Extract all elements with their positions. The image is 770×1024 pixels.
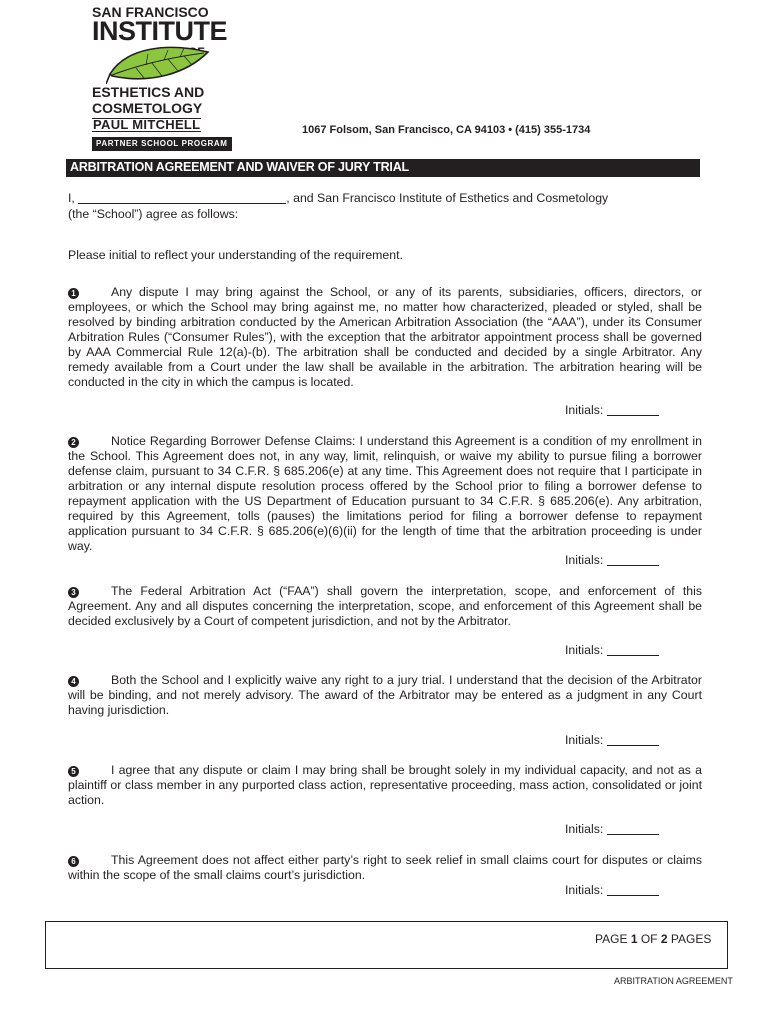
logo-line-4: ESTHETICS AND: [92, 84, 205, 100]
section-2: [68, 434, 702, 554]
initials-label-3: Initials:: [565, 643, 604, 657]
initials-4: [565, 733, 659, 747]
section-6: [68, 853, 702, 883]
footer-label: ARBITRATION AGREEMENT: [614, 976, 733, 986]
initials-field-2[interactable]: [607, 554, 659, 566]
student-name-blank[interactable]: [78, 192, 286, 204]
page-number: [595, 932, 711, 946]
section-text-4: Both the School and I explicitly waive any right to a jury trial. I understand that the decision of the Arbitrator will be binding, and not merely advisory. The award of the Arbitrator may be entered as a judgment in any Court having jurisdiction.: [68, 673, 702, 717]
leaf-icon: [106, 40, 210, 88]
page-prefix: PAGE: [595, 932, 628, 946]
initials-field-5[interactable]: [607, 823, 659, 835]
section-number-5: 5: [68, 766, 79, 777]
initials-label-5: Initials:: [565, 822, 604, 836]
intro-prefix: I,: [68, 191, 75, 205]
section-5: [68, 763, 702, 808]
instruction-text: Please initial to reflect your understanding of the requirement.: [68, 248, 403, 262]
initials-1: [565, 403, 659, 417]
intro-line-2: (the “School”) agree as follows:: [68, 207, 239, 221]
school-address: 1067 Folsom, San Francisco, CA 94103 • (415) 355-1734: [302, 124, 591, 136]
initials-label-2: Initials:: [565, 553, 604, 567]
logo-line-5: COSMETOLOGY: [92, 100, 203, 116]
intro-line-1: [68, 191, 702, 206]
page-current: 1: [630, 932, 638, 946]
initials-2: [565, 553, 659, 567]
section-4: [68, 673, 702, 718]
initials-label-6: Initials:: [565, 883, 604, 897]
initials-field-4[interactable]: [607, 734, 659, 746]
page-total: 2: [660, 932, 668, 946]
initials-6: [565, 883, 659, 897]
initials-label-4: Initials:: [565, 733, 604, 747]
logo-line-6: PAUL MITCHELL: [93, 117, 201, 132]
school-logo: [92, 4, 228, 154]
document-title: ARBITRATION AGREEMENT AND WAIVER OF JURY TRIAL: [70, 160, 409, 174]
section-text-6: This Agreement does not affect either party’s right to seek relief in small claims court for disputes or claims within the scope of the small claims court’s jurisdiction.: [68, 853, 702, 882]
section-text-1: Any dispute I may bring against the School, or any of its parents, subsidiaries, officers, directors, or employees, or which the School may bring against me, no matter how characterized, pleaded or styled, shall be resolved by binding arbitration conducted by the American Arbitration Association (the “AAA”), under its Consumer Arbitration Rules (“Consumer Rules”), with the exception that the arbitrator appointment process shall be governed by AAA Commercial Rule 12(a)-(b). The arbitration shall be conducted and decided by a single Arbitrator. Any remedy available from a Court under the law shall be available in the arbitration. The arbitration hearing will be conducted in the city in which the campus is located.: [68, 285, 702, 389]
section-text-3: The Federal Arbitration Act (“FAA”) shall govern the interpretation, scope, and enforcement of this Agreement. Any and all disputes concerning the interpretation, scope, and enforcement of this Agreement shall be decided exclusively by a Court of competent jurisdiction, and not by the Arbitrator.: [68, 584, 702, 628]
section-1: [68, 285, 702, 390]
section-3: [68, 584, 702, 629]
initials-label-1: Initials:: [565, 403, 604, 417]
header-divider: [66, 176, 700, 177]
section-text-2: Notice Regarding Borrower Defense Claims: I understand this Agreement is a condition of my enrollment in the School. This Agreement does not, in any way, limit, relinquish, or waive my ability to pursue filing a borrower defense claim, pursuant to 34 C.F.R. § 685.206(e) at any time. This Agreement does not require that I participate in arbitration or any internal dispute resolution process offered by the School prior to filing a borrower defense to repayment application with the US Department of Education pursuant to 34 C.F.R. § 685.206(e). Any arbitration, required by this Agreement, tolls (pauses) the limitations period for filing a borrower defense to repayment application pursuant to 34 C.F.R. § 685.206(e)(6)(ii) for the length of time that the arbitration proceeding is under way.: [68, 434, 702, 553]
section-number-1: 1: [68, 288, 79, 299]
section-number-3: 3: [68, 587, 79, 598]
initials-field-1[interactable]: [607, 404, 659, 416]
initials-field-3[interactable]: [607, 644, 659, 656]
logo-line-1: SAN FRANCISCO: [92, 4, 209, 20]
section-text-5: I agree that any dispute or claim I may bring shall be brought solely in my individual capacity, and not as a plaintiff or class member in any purported class action, representative proceeding, mass action, consolidated or joint action.: [68, 763, 702, 807]
initials-5: [565, 822, 659, 836]
logo-line-2: INSTITUTE: [92, 16, 227, 46]
page-of: OF: [640, 932, 658, 946]
logo-line-7: PARTNER SCHOOL PROGRAM: [92, 137, 232, 151]
section-number-6: 6: [68, 856, 79, 867]
initials-field-6[interactable]: [607, 884, 659, 896]
section-number-2: 2: [68, 437, 79, 448]
page-suffix: PAGES: [670, 932, 712, 946]
intro-suffix: , and San Francisco Institute of Esthetics and Cosmetology: [286, 191, 609, 205]
section-number-4: 4: [68, 676, 79, 687]
initials-3: [565, 643, 659, 657]
